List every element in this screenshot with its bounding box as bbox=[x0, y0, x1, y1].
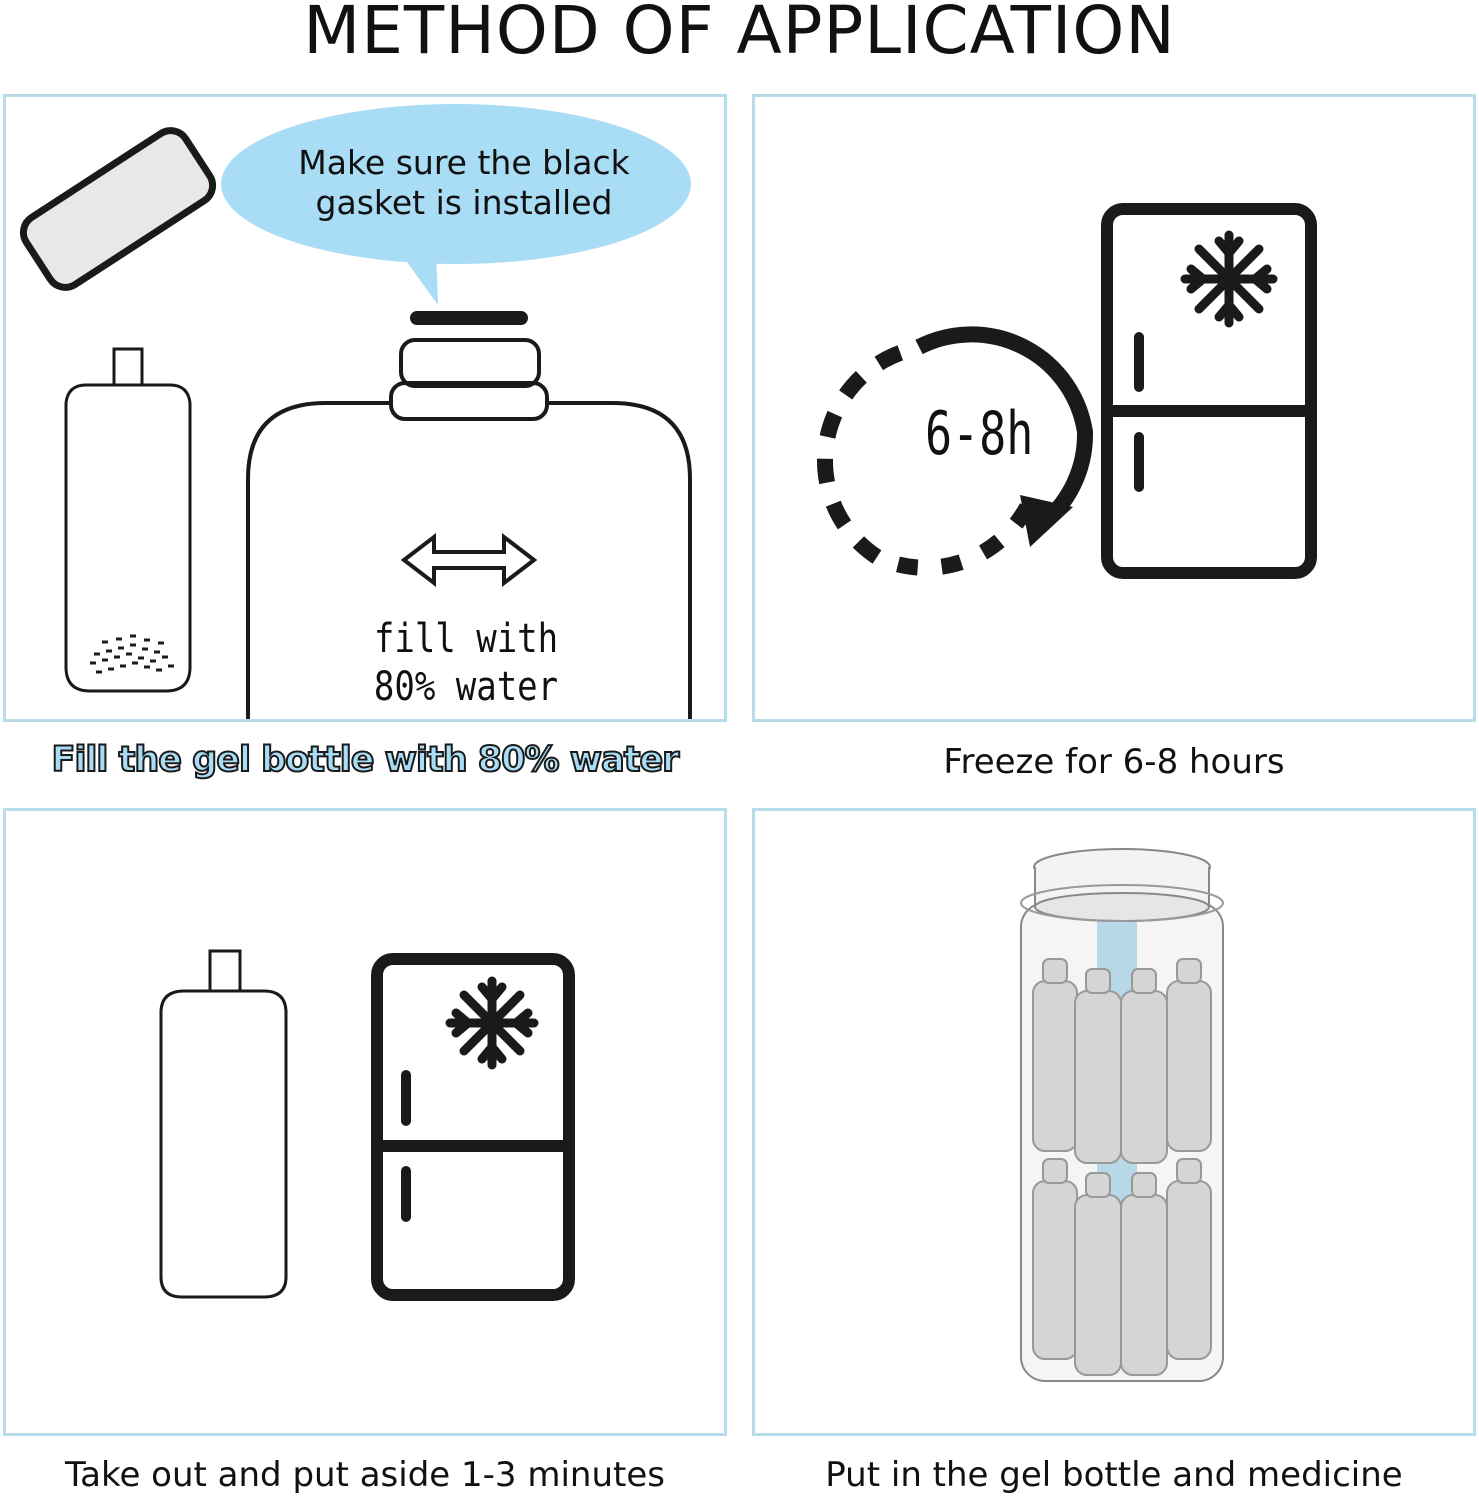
step-2-caption: Freeze for 6-8 hours bbox=[943, 742, 1285, 782]
step-3-illustration bbox=[6, 811, 727, 1436]
snowflake-icon bbox=[1185, 235, 1273, 323]
double-arrow-icon bbox=[404, 537, 534, 583]
step-1-caption: Fill the gel bottle with 80% water bbox=[51, 740, 679, 780]
step-4-caption: Put in the gel bottle and medicine bbox=[825, 1455, 1403, 1495]
gasket-note: Make sure the black gasket is installed bbox=[298, 143, 630, 222]
step-4-panel bbox=[752, 808, 1476, 1436]
bottle-icon bbox=[161, 951, 286, 1297]
step-2-illustration bbox=[755, 97, 1476, 722]
timer-label: 6-8h bbox=[925, 399, 1034, 469]
fill-note-line1: fill with bbox=[373, 616, 559, 662]
step-1-panel bbox=[3, 94, 727, 722]
step-2-panel bbox=[752, 94, 1476, 722]
snowflake-icon bbox=[450, 981, 534, 1065]
fill-note-line2: 80% water bbox=[373, 664, 559, 710]
step-3-panel bbox=[3, 808, 727, 1436]
page-title: METHOD OF APPLICATION bbox=[303, 0, 1176, 69]
gasket-icon bbox=[17, 124, 220, 295]
small-bottle-icon bbox=[66, 349, 190, 691]
step-4-illustration bbox=[755, 811, 1476, 1436]
step-3-caption: Take out and put aside 1-3 minutes bbox=[65, 1455, 665, 1495]
